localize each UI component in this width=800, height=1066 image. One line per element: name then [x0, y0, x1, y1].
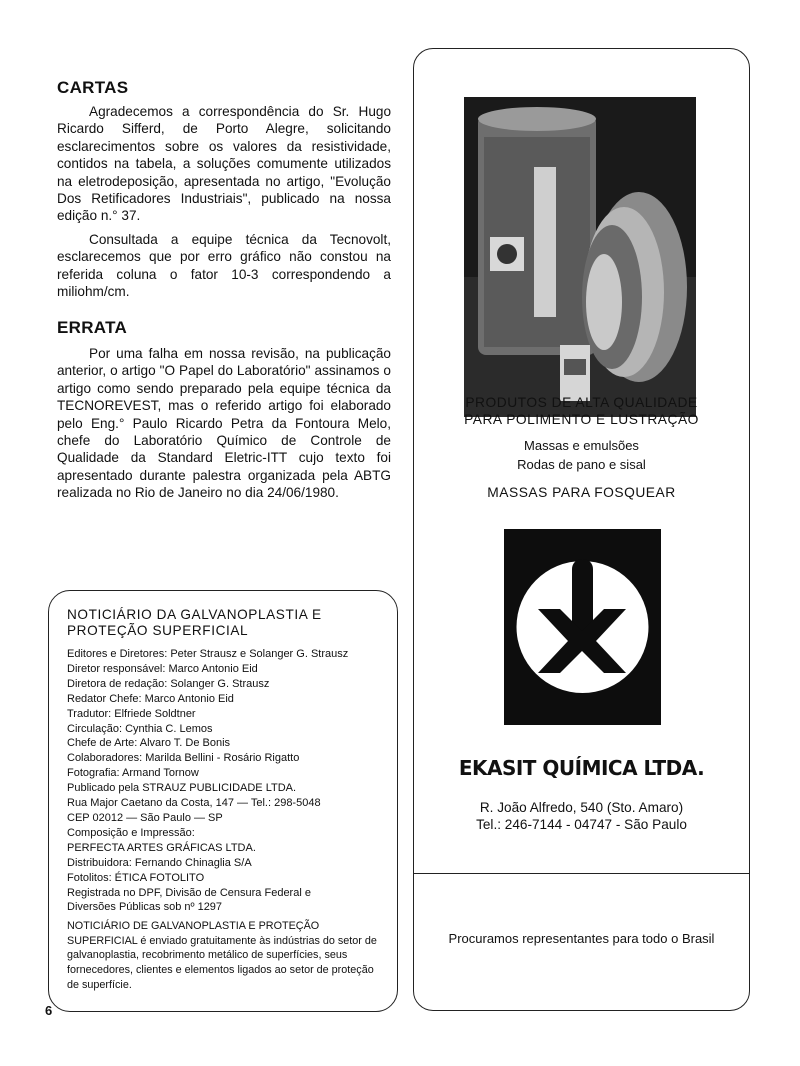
company-name: EKASIT QUÍMICA LTDA. — [458, 756, 705, 780]
ad-heading-line: PRODUTOS DE ALTA QUALIDADE — [465, 395, 698, 410]
ekasit-advertisement — [413, 48, 750, 1011]
ad-highlight: MASSAS PARA FOSQUEAR — [487, 485, 676, 500]
ekasit-logo-icon — [504, 529, 661, 725]
credit-line: Colaboradores: Marilda Bellini - Rosário Rigatto — [67, 752, 300, 765]
ad-representatives: Procuramos representantes para todo o Brasil — [448, 931, 715, 946]
masthead-credits — [67, 647, 397, 915]
credit-line: Fotografia: Armand Tornow — [67, 767, 199, 780]
product-photo — [464, 97, 696, 417]
masthead-title — [67, 607, 322, 639]
credit-line: Diretora de redação: Solanger G. Strausz — [67, 677, 270, 690]
company-address — [414, 799, 749, 833]
credit-line: Tradutor: Elfriede Soldtner — [67, 707, 196, 720]
masthead-note: NOTICIÁRIO DE GALVANOPLASTIA E PROTEÇÃO SUPERFICIAL é enviado gratuitamente às indústrias do setor de galvanoplastia, recobrimento metálico de superfícies, seus fornecedores, clientes e elementos ligados ao setor de proteção de superfície. — [67, 920, 377, 991]
credit-line: Circulação: Cynthia C. Lemos — [67, 722, 213, 735]
errata-title: ERRATA — [57, 318, 128, 337]
ekasit-logo — [504, 529, 661, 725]
credit-line: Diversões Públicas sob nº 1297 — [67, 901, 223, 914]
credit-line: Publicado pela STRAUZ PUBLICIDADE LTDA. — [67, 782, 297, 795]
masthead-title-line: PROTEÇÃO SUPERFICIAL — [67, 623, 249, 638]
cartas-text — [57, 103, 391, 300]
credit-line: Redator Chefe: Marco Antonio Eid — [67, 692, 234, 705]
ad-product-line: Rodas de pano e sisal — [517, 457, 646, 472]
credit-line: Editores e Diretores: Peter Strausz e Solanger G. Strausz — [67, 648, 349, 660]
ad-product-line: Massas e emulsões — [524, 438, 639, 453]
credit-line: Fotolitos: ÉTICA FOTOLITO — [67, 871, 205, 884]
masthead-title-line: NOTICIÁRIO DA GALVANOPLASTIA E — [67, 607, 322, 622]
product-photo-illustration — [464, 97, 696, 417]
cartas-title: CARTAS — [57, 78, 129, 97]
credit-line: Distribuidora: Fernando Chinaglia S/A — [67, 856, 252, 869]
credit-line: Diretor responsável: Marco Antonio Eid — [67, 662, 258, 675]
errata-text — [57, 345, 391, 502]
credit-line: CEP 02012 — São Paulo — SP — [67, 811, 223, 824]
credit-line: PERFECTA ARTES GRÁFICAS LTDA. — [67, 841, 256, 854]
ad-products — [414, 436, 749, 474]
address-line: R. João Alfredo, 540 (Sto. Amaro) — [479, 800, 684, 815]
credit-line: Composição e Impressão: — [67, 826, 195, 839]
credit-line: Registrada no DPF, Divisão de Censura Federal e — [67, 886, 311, 899]
address-line: Tel.: 246-7144 - 04747 - São Paulo — [476, 817, 687, 832]
ad-heading — [414, 394, 749, 428]
errata-paragraph: Por uma falha em nossa revisão, na publicação anterior, o artigo "O Papel do Laboratório" assinamos o artigo como sendo preparado pela equipe técnica da TECNOREVEST, mas o referido artigo foi elaborado pelo Eng.° Paulo Ricardo Petra da Fontoura Melo, chefe do Laboratório Químico de Controle de Qualidade da Standard Eletric-ITT cujo texto foi apresentado durante palestra organizada pela ABTG realizada no Rio de Janeiro no dia 24/06/1980. — [57, 346, 391, 501]
masthead-box — [48, 590, 398, 1012]
page-number: 6 — [45, 1003, 53, 1018]
credit-line: Rua Major Caetano da Costa, 147 — Tel.: 298-5048 — [67, 797, 321, 810]
ad-divider — [414, 873, 749, 874]
cartas-paragraph: Agradecemos a correspondência do Sr. Hugo Ricardo Sifferd, de Porto Alegre, solicitando esclarecimentos sobre os valores da resistividade, contidos na tabela, a soluções comumente utilizados na eletrodeposição, apresentada no artigo, "Evolução Dos Retificadores Industriais", publicado na nossa edição n.° 37. — [57, 104, 391, 224]
ad-heading-line: PARA POLIMENTO E LUSTRAÇÃO — [464, 412, 699, 427]
cartas-paragraph: Consultada a equipe técnica da Tecnovolt, esclarecemos que por erro gráfico não constou na referida coluna o fator 10-3 correspondendo a miliohm/cm. — [57, 231, 391, 300]
credit-line: Chefe de Arte: Alvaro T. De Bonis — [67, 737, 231, 750]
